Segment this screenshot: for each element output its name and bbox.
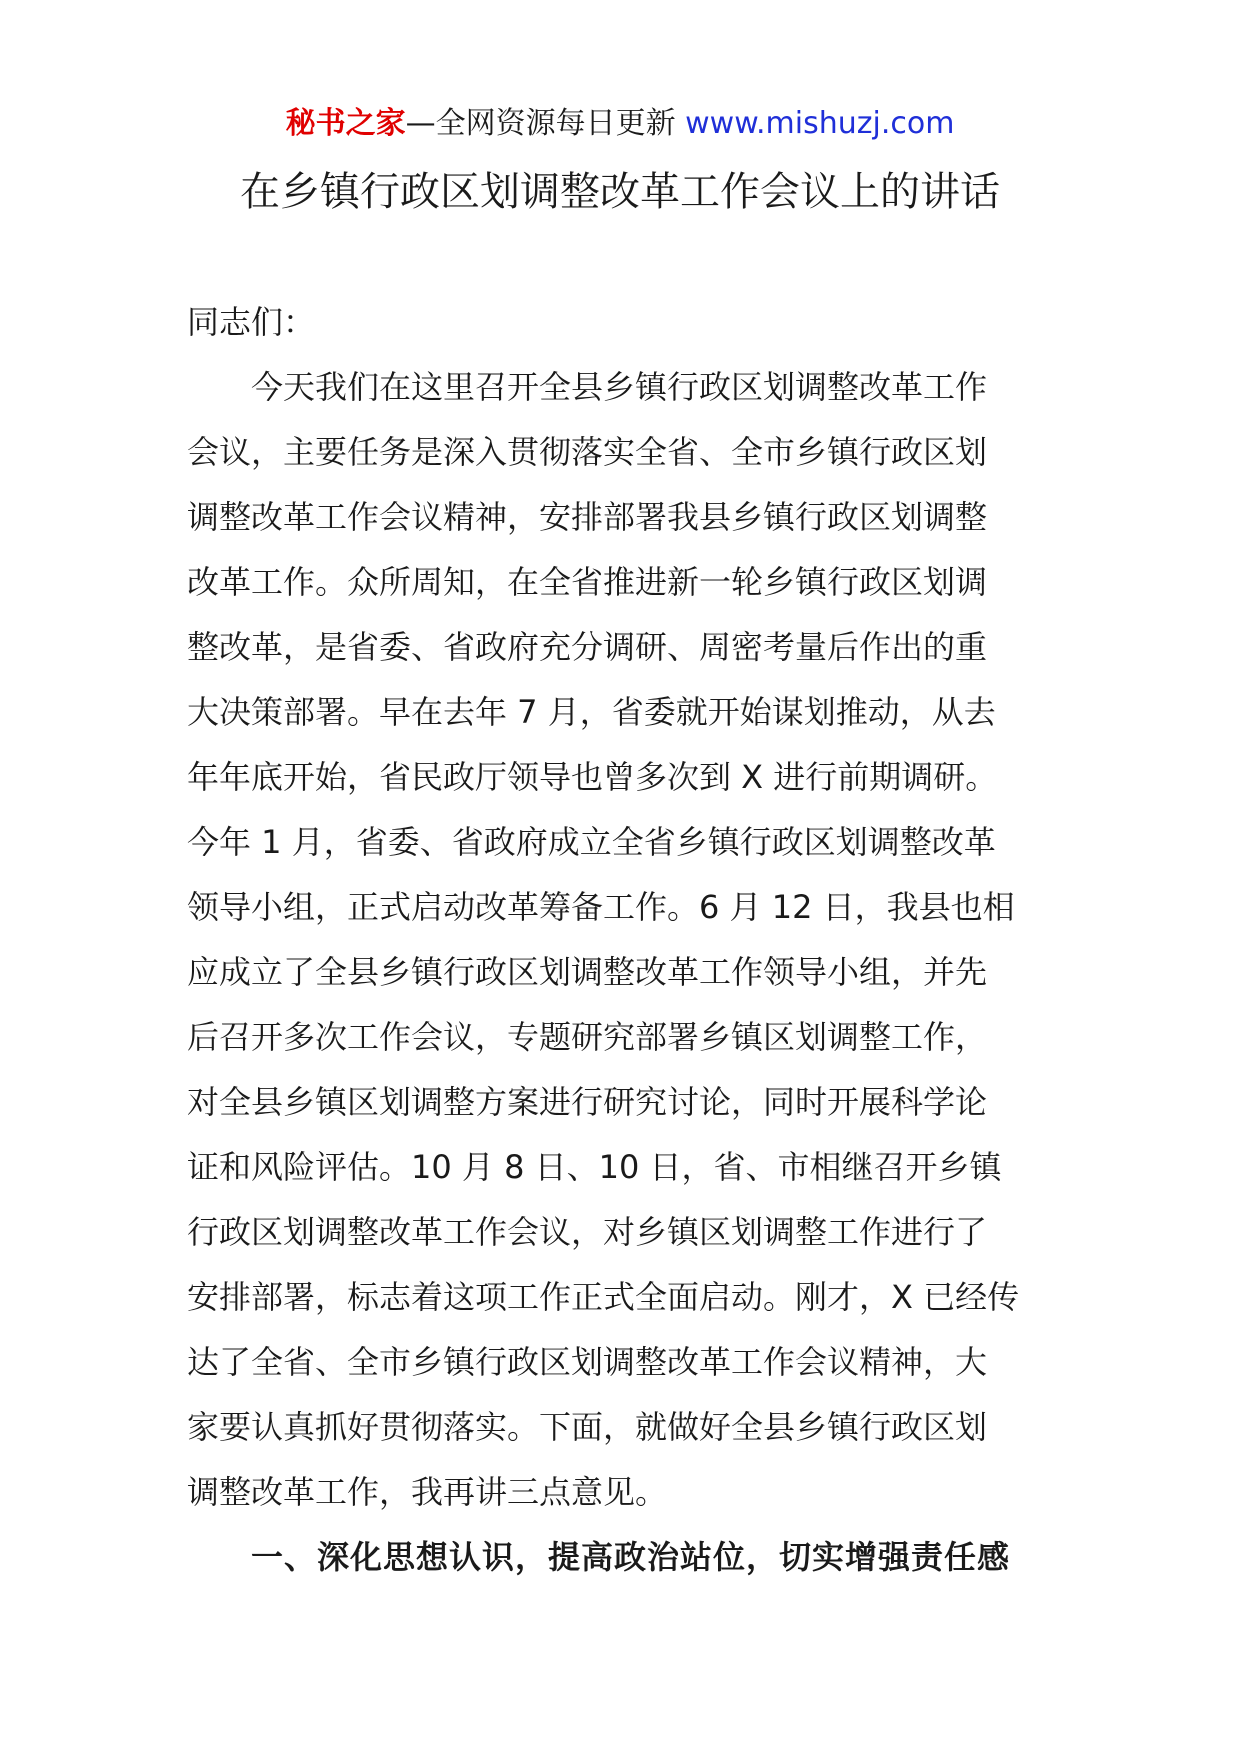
paragraph-line: 行政区划调整改革工作会议，对乡镇区划调整工作进行了 xyxy=(187,1213,988,1251)
paragraph-line: 改革工作。众所周知，在全省推进新一轮乡镇行政区划调 xyxy=(187,563,988,601)
paragraph-line: 应成立了全县乡镇行政区划调整改革工作领导小组，并先 xyxy=(187,953,988,991)
paragraph-line: 调整改革工作会议精神，安排部署我县乡镇行政区划调整 xyxy=(187,498,988,536)
paragraph-line: 年年底开始，省民政厅领导也曾多次到 X 进行前期调研。 xyxy=(187,758,998,796)
section-heading: 一、深化思想认识，提高政治站位，切实增强责任感 xyxy=(251,1538,1011,1576)
paragraph-line: 后召开多次工作会议，专题研究部署乡镇区划调整工作， xyxy=(187,1018,988,1056)
paragraph-line: 领导小组，正式启动改革筹备工作。6 月 12 日，我县也相 xyxy=(187,888,1015,926)
paragraph-line: 对全县乡镇区划调整方案进行研究讨论，同时开展科学论 xyxy=(187,1083,988,1121)
paragraph-line: 整改革，是省委、省政府充分调研、周密考量后作出的重 xyxy=(187,628,988,666)
document-title: 在乡镇行政区划调整改革工作会议上的讲话 xyxy=(240,169,1000,215)
salutation: 同志们： xyxy=(187,303,316,341)
paragraph-line: 家要认真抓好贯彻落实。下面，就做好全县乡镇行政区划 xyxy=(187,1408,988,1446)
paragraph-line: 大决策部署。早在去年 7 月，省委就开始谋划推动，从去 xyxy=(187,693,996,731)
paragraph-line: 达了全省、全市乡镇行政区划调整改革工作会议精神，大 xyxy=(187,1343,988,1381)
paragraph-line: 安排部署，标志着这项工作正式全面启动。刚才，X 已经传 xyxy=(187,1278,1020,1316)
document-body xyxy=(187,290,1057,1590)
site-url[interactable]: www.mishuzj.com xyxy=(685,106,955,141)
opening-paragraph xyxy=(187,355,1057,1525)
paragraph-line: 证和风险评估。10 月 8 日、10 日，省、市相继召开乡镇 xyxy=(187,1148,1002,1186)
site-banner xyxy=(0,102,1240,146)
brand-name: 秘书之家 xyxy=(285,106,406,141)
paragraph-line: 调整改革工作，我再讲三点意见。 xyxy=(187,1473,668,1511)
paragraph-line: 会议，主要任务是深入贯彻落实全省、全市乡镇行政区划 xyxy=(187,433,988,471)
paragraph-line: 今年 1 月，省委、省政府成立全省乡镇行政区划调整改革 xyxy=(187,823,996,861)
banner-tagline: —全网资源每日更新 xyxy=(405,106,686,141)
paragraph-line: 今天我们在这里召开全县乡镇行政区划调整改革工作 xyxy=(251,368,988,406)
